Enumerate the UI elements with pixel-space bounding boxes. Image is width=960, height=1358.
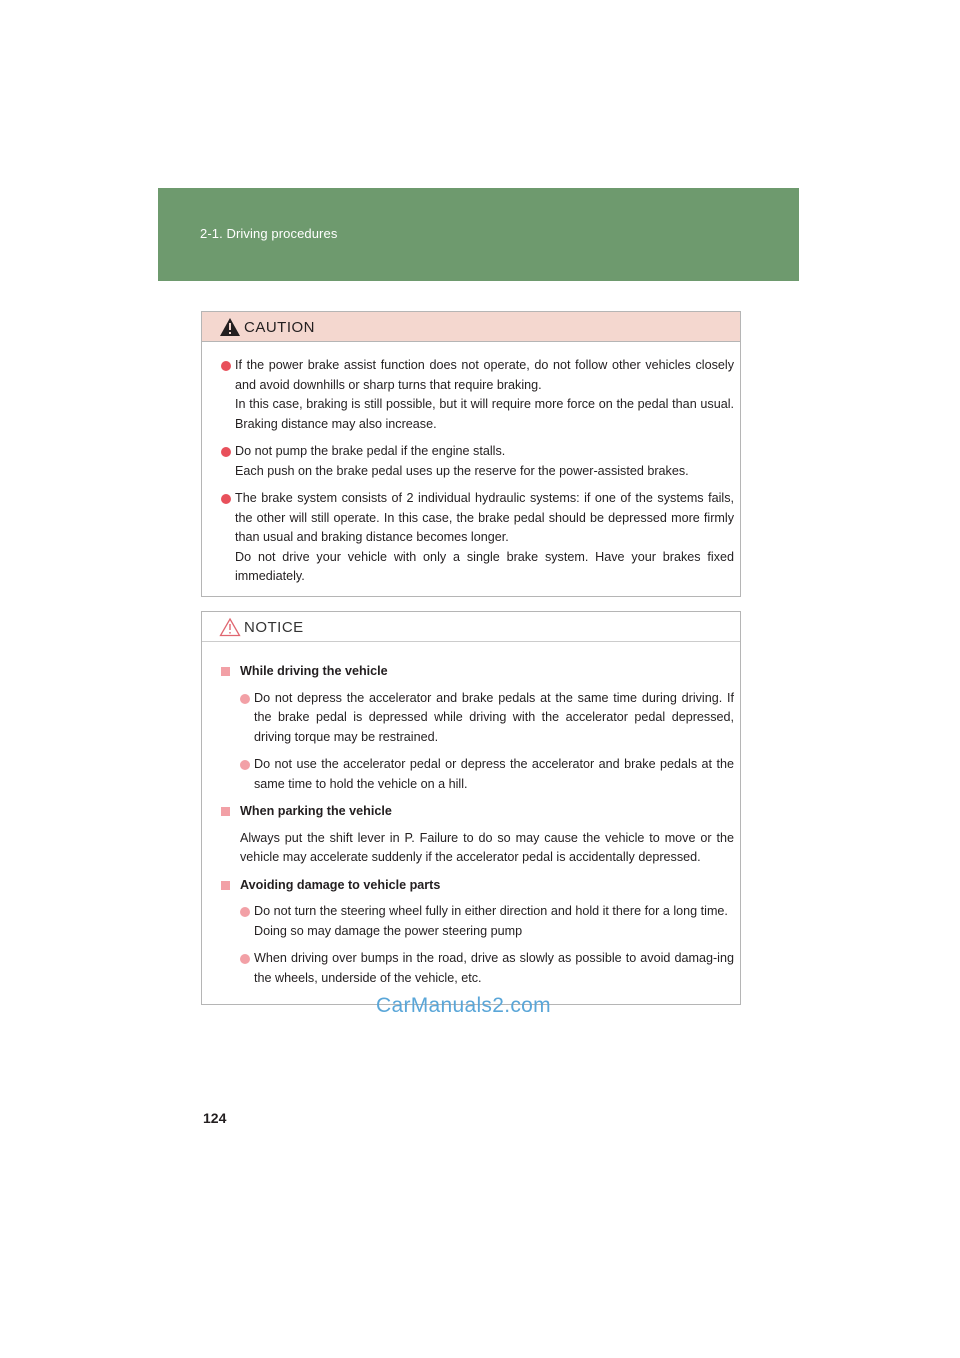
notice-item: Do not turn the steering wheel fully in either direction and hold it there for a long time. Doing so may damage the power steering pump [240,902,734,941]
caution-item: Do not pump the brake pedal if the engine stalls. Each push on the brake pedal uses up the reserve for the power-assisted brakes. [221,442,734,481]
bullet-dot-icon [221,447,231,457]
section-header-bar [158,188,799,281]
notice-item: Do not use the accelerator pedal or depress the accelerator and brake pedals at the same time to hold the vehicle on a hill. [240,755,734,794]
notice-paragraph: Always put the shift lever in P. Failure to do so may cause the vehicle to move or the vehicle may accelerate suddenly if the accelerator pedal is accidentally depressed. [240,830,734,864]
watermark-text: CarManuals2.com [376,994,551,1017]
bullet-dot-icon [240,694,250,704]
caution-item: If the power brake assist function does not operate, do not follow other vehicles closely and avoid downhills or sharp turns that require braking. In this case, braking is still possible, but it will require more force on the pedal than usual. Braking distance may also increase. [221,356,734,434]
section-title: 2-1. Driving procedures [200,226,338,241]
square-bullet-icon [221,667,230,676]
notice-item: When driving over bumps in the road, drive as slowly as possible to avoid damag-ing the wheels, underside of the vehicle, etc. [240,949,734,988]
warning-triangle-icon [219,317,241,337]
notice-section-heading: Avoiding damage to vehicle parts [221,876,734,896]
caution-box [201,311,741,597]
square-bullet-icon [221,881,230,890]
caution-item: The brake system consists of 2 individual hydraulic systems: if one of the systems fails, the other will still operate. In this case, the brake pedal should be depressed more firmly than usual and braking distance becomes longer. Do not drive your vehicle with only a single brake system. Have your brakes fixed immediately. [221,489,734,587]
notice-body [202,642,740,988]
notice-title: NOTICE [244,619,304,636]
bullet-dot-icon [240,907,250,917]
square-bullet-icon [221,807,230,816]
bullet-dot-icon [240,954,250,964]
page-number: 124 [203,1110,227,1126]
caution-title: CAUTION [244,319,315,336]
caution-header [202,312,740,342]
notice-section-heading: When parking the vehicle [221,802,734,822]
notice-section-heading: While driving the vehicle [221,662,734,682]
bullet-dot-icon [221,494,231,504]
caution-body [202,342,740,587]
notice-box [201,611,741,1005]
bullet-dot-icon [221,361,231,371]
bullet-dot-icon [240,760,250,770]
notice-item: Do not depress the accelerator and brake pedals at the same time during driving. If the brake pedal is depressed while driving with the accelerator pedal depressed, driving torque may be restrained. [240,689,734,748]
notice-header [202,612,740,642]
warning-triangle-outline-icon [219,617,241,637]
